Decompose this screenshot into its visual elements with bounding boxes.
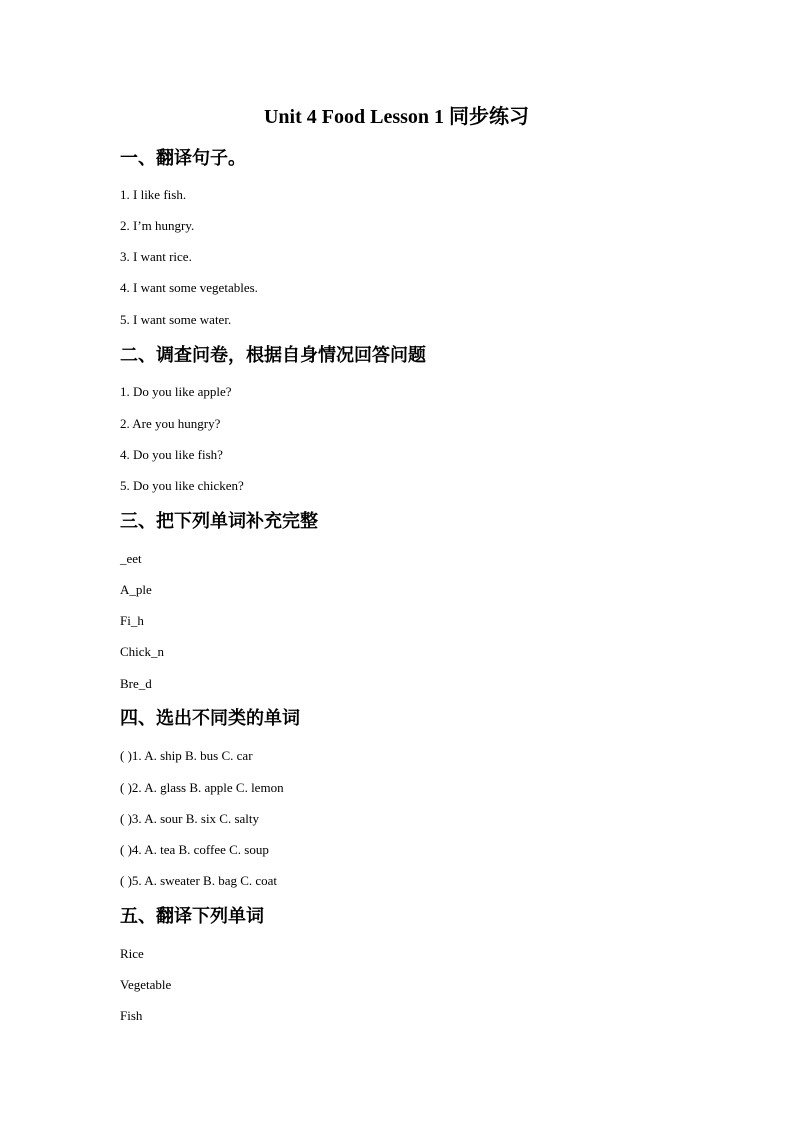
- list-item: 4. I want some vegetables.: [120, 280, 258, 295]
- page-title: Unit 4 Food Lesson 1 同步练习: [263, 106, 530, 128]
- list-item: 3. I want rice.: [120, 249, 192, 264]
- section-heading-3: 三、把下列单词补充完整: [120, 511, 318, 532]
- list-item: Fish: [120, 1008, 143, 1023]
- list-item: A_ple: [120, 582, 152, 597]
- list-item: 2. Are you hungry?: [120, 416, 221, 431]
- list-item: ( )1. A. ship B. bus C. car: [120, 748, 253, 763]
- section-heading-4: 四、选出不同类的单词: [120, 708, 300, 729]
- list-item: ( )5. A. sweater B. bag C. coat: [120, 873, 278, 888]
- list-item: Bre_d: [120, 676, 152, 691]
- list-item: 2. I’m hungry.: [120, 218, 195, 233]
- list-item: Rice: [120, 946, 144, 961]
- list-item: Chick_n: [120, 644, 165, 659]
- list-item: 5. I want some water.: [120, 312, 232, 327]
- list-item: _eet: [120, 551, 142, 566]
- section-heading-1: 一、翻译句子。: [120, 148, 246, 169]
- list-item: 1. Do you like apple?: [120, 384, 232, 399]
- list-item: 1. I like fish.: [120, 187, 187, 202]
- list-item: 5. Do you like chicken?: [120, 478, 244, 493]
- list-item: ( )3. A. sour B. six C. salty: [120, 811, 260, 826]
- section-heading-2: 二、调查问卷，根据自身情况回答问题: [120, 345, 426, 366]
- section-heading-5: 五、翻译下列单词: [120, 906, 264, 927]
- list-item: Fi_h: [120, 613, 144, 628]
- list-item: 4. Do you like fish?: [120, 447, 223, 462]
- list-item: Vegetable: [120, 977, 172, 992]
- list-item: ( )2. A. glass B. apple C. lemon: [120, 780, 284, 795]
- list-item: ( )4. A. tea B. coffee C. soup: [120, 842, 269, 857]
